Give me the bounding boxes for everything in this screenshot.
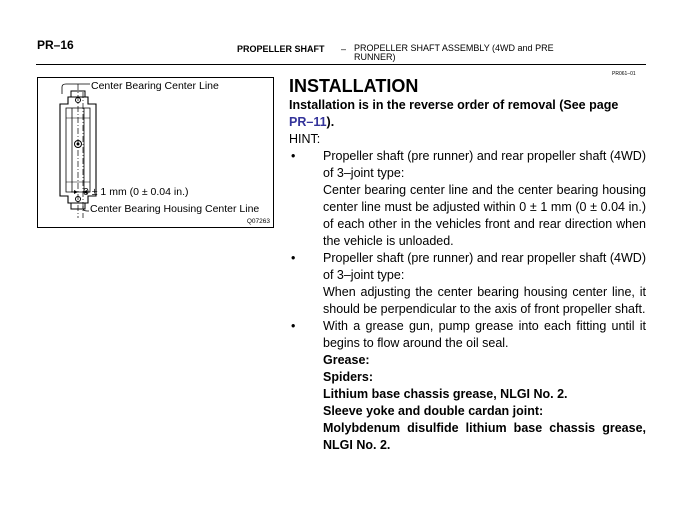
header-rule [36, 64, 646, 65]
list-item [289, 318, 646, 454]
list-item [289, 250, 646, 318]
bullet-dot: • [291, 319, 296, 333]
spiders-label: Spiders: [323, 370, 374, 384]
header-subsection-title: PROPELLER SHAFT ASSEMBLY (4WD and PRE RUNNER) [354, 43, 554, 62]
label-leader-top [62, 84, 90, 87]
intro-suffix: ). [326, 115, 335, 129]
bullet-dot: • [291, 149, 296, 163]
list-item [289, 148, 646, 250]
header-section-title: PROPELLER SHAFT [237, 44, 325, 54]
bullet-text-1: Propeller shaft (pre runner) and rear propeller shaft (4WD) of 3–joint type: [323, 149, 646, 180]
bullet-text-2: When adjusting the center bearing housing center line, it should be perpendicular to the axis of front propeller shaft. [323, 285, 646, 316]
spiders-grease-spec: Lithium base chassis grease, NLGI No. 2. [323, 387, 568, 401]
bullet-text-2: Center bearing center line and the center bearing housing center line must be adjusted within 0 ± 1 mm (0 ± 0.04 in.) of each other in the vehicles front and rear direction when the vehicle is unloaded. [323, 183, 646, 248]
label-center-bearing-center-line: Center Bearing Center Line [91, 80, 219, 92]
label-center-bearing-housing-center-line: Center Bearing Housing Center Line [90, 203, 260, 215]
sleeve-yoke-label: Sleeve yoke and double cardan joint: [323, 404, 544, 418]
center-bearing-figure [37, 77, 274, 228]
page-code: PR–16 [37, 38, 74, 52]
grease-label: Grease: [323, 353, 370, 367]
bullet-text-1: Propeller shaft (pre runner) and rear propeller shaft (4WD) of 3–joint type: [323, 251, 646, 282]
page-reference-link[interactable]: PR–11 [289, 115, 327, 129]
header-dash: – [341, 44, 347, 54]
hint-label: HINT: [289, 132, 321, 146]
figure-code: Q07263 [246, 218, 270, 225]
bullet-text-1: With a grease gun, pump grease into each fitting until it begins to flow around the oil seal. [323, 319, 646, 350]
section-title: INSTALLATION [289, 76, 419, 96]
reference-code: PR061–01 [612, 71, 636, 77]
installation-intro [289, 97, 646, 131]
installation-content [289, 75, 646, 454]
bullet-dot: • [291, 251, 296, 265]
intro-text: Installation is in the reverse order of removal (See page [289, 98, 619, 112]
label-tolerance: 0 ± 1 mm (0 ± 0.04 in.) [83, 186, 189, 198]
hint-list [289, 148, 646, 454]
sleeve-yoke-grease-spec: Molybdenum disulfide lithium base chassis grease, NLGI No. 2. [323, 421, 646, 452]
